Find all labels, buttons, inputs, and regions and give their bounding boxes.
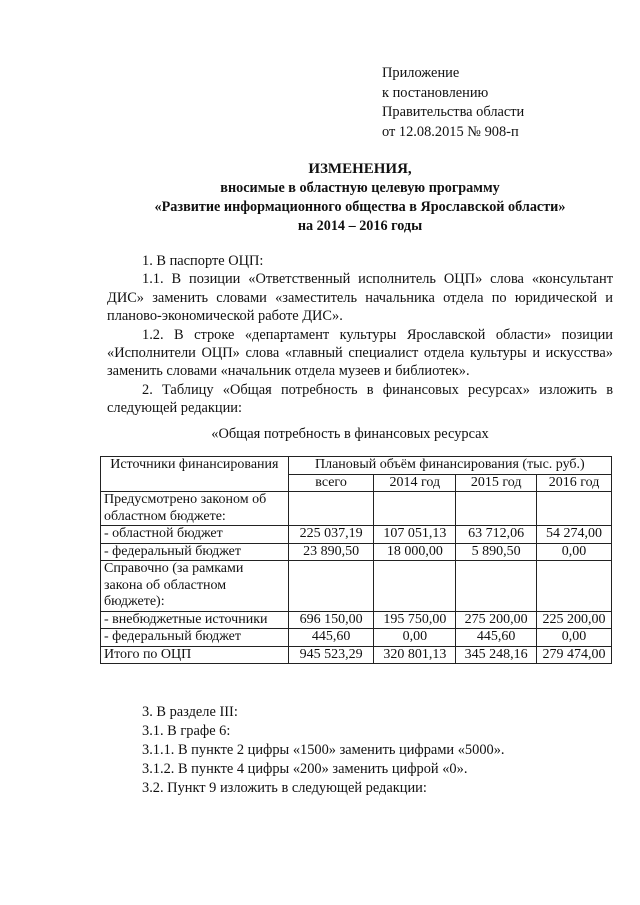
table-cell: 0,00	[537, 629, 612, 647]
appendix-line: Правительства области	[382, 104, 525, 120]
row-label: - федеральный бюджет	[101, 629, 289, 647]
paragraph: 2. Таблицу «Общая потребность в финансовых ресурсах» изложить в следующей редакции:	[107, 381, 613, 417]
row-label: - внебюджетные источники	[101, 611, 289, 629]
table-cell	[456, 561, 537, 612]
section-item: 3.1.2. В пункте 4 цифры «200» заменить цифрой «0».	[142, 761, 468, 777]
table-cell: 696 150,00	[288, 611, 374, 629]
table-cell: 279 474,00	[537, 646, 612, 664]
table-row	[101, 611, 612, 629]
title-heading: ИЗМЕНЕНИЯ,	[308, 161, 412, 177]
header-source: Источники финансирования	[101, 457, 289, 492]
title-line: вносимые в областную целевую программу	[220, 180, 500, 196]
table-cell: 320 801,13	[374, 646, 456, 664]
paragraph: 1.1. В позиции «Ответственный исполнитель ОЦП» слова «консультант ДИС» заменить словами «заместитель начальника отдела по юридической и планово-экономической работе ДИС».	[107, 271, 613, 325]
table-total-row	[101, 646, 612, 664]
table-row	[101, 543, 612, 561]
row-label: Предусмотрено законом об областном бюджете:	[101, 492, 289, 526]
column-header: 2014 год	[374, 474, 456, 492]
row-label: - областной бюджет	[101, 526, 289, 544]
appendix-block	[382, 64, 524, 142]
table-cell: 275 200,00	[456, 611, 537, 629]
table-cell	[537, 492, 612, 526]
section-item: 3.2. Пункт 9 изложить в следующей редакции:	[142, 780, 427, 796]
table-cell: 23 890,50	[288, 543, 374, 561]
table-cell: 445,60	[288, 629, 374, 647]
financing-table	[100, 456, 612, 664]
row-label: Справочно (за рамками закона об областном бюджете):	[101, 561, 289, 612]
table-cell: 225 200,00	[537, 611, 612, 629]
column-header: всего	[288, 474, 374, 492]
paragraph: 1. В паспорте ОЦП:	[142, 253, 264, 269]
table-cell: 345 248,16	[456, 646, 537, 664]
table-cell: 18 000,00	[374, 543, 456, 561]
paragraph: 1.2. В строке «департамент культуры Ярославской области» позиции «Исполнители ОЦП» слова «главный специалист отдела культуры и искусства» заменить словами «начальник отдела музеев и библиотек».	[107, 326, 613, 380]
table-cell	[456, 492, 537, 526]
table-cell: 445,60	[456, 629, 537, 647]
table-cell: 54 274,00	[537, 526, 612, 544]
body-text	[107, 252, 613, 418]
table-cell: 107 051,13	[374, 526, 456, 544]
table-cell: 195 750,00	[374, 611, 456, 629]
section-item: 3. В разделе III:	[142, 704, 238, 720]
table-cell	[374, 561, 456, 612]
section-item: 3.1. В графе 6:	[142, 723, 231, 739]
table-header-row	[101, 457, 612, 475]
table-cell: 63 712,06	[456, 526, 537, 544]
table-cell: 945 523,29	[288, 646, 374, 664]
row-label: Итого по ОЦП	[101, 646, 289, 664]
table-row	[101, 561, 612, 612]
table-cell	[288, 492, 374, 526]
title-line: на 2014 – 2016 годы	[297, 218, 423, 234]
document-title	[100, 160, 620, 236]
table-cell	[374, 492, 456, 526]
appendix-line: от 12.08.2015 № 908-п	[382, 123, 519, 140]
header-plan: Плановый объём финансирования (тыс. руб.)	[288, 457, 611, 475]
table-cell: 225 037,19	[288, 526, 374, 544]
column-header: 2015 год	[456, 474, 537, 492]
table-row	[101, 629, 612, 647]
section-item: 3.1.1. В пункте 2 цифры «1500» заменить цифрами «5000».	[142, 742, 505, 758]
appendix-line: Приложение	[382, 65, 460, 81]
table-row	[101, 526, 612, 544]
table-cell: 0,00	[374, 629, 456, 647]
table-cell: 0,00	[537, 543, 612, 561]
table-cell: 5 890,50	[456, 543, 537, 561]
table-cell	[537, 561, 612, 612]
table-cell	[288, 561, 374, 612]
title-line: «Развитие информационного общества в Ярославской области»	[154, 199, 566, 215]
table-caption: «Общая потребность в финансовых ресурсах	[211, 426, 489, 442]
section-list	[142, 703, 505, 798]
table-row	[101, 492, 612, 526]
appendix-line: к постановлению	[382, 84, 489, 101]
column-header: 2016 год	[537, 474, 612, 492]
row-label: - федеральный бюджет	[101, 543, 289, 561]
